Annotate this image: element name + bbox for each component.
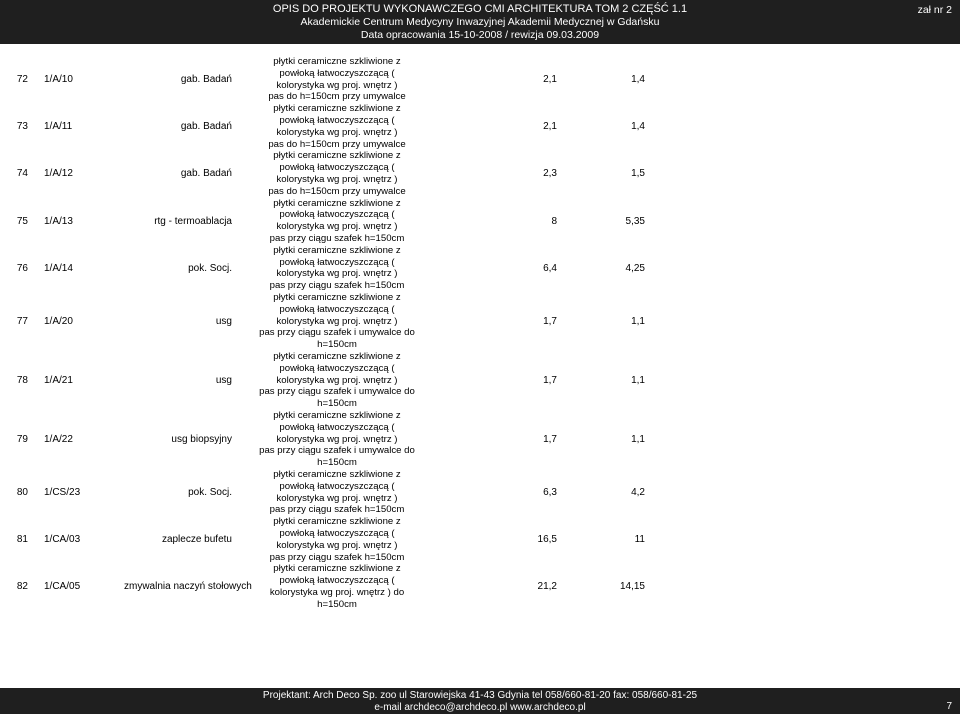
area-value-a: 16,5 [537, 534, 557, 546]
row-number: 72 [16, 74, 28, 86]
row-number: 79 [16, 433, 28, 445]
row-number: 80 [16, 487, 28, 499]
area-value-b: 4,25 [625, 262, 645, 274]
area-value-a: 8 [551, 215, 557, 227]
finish-line: powłoką łatwoczyszczącą ( [279, 67, 395, 79]
finish-line: powłoką łatwoczyszczącą ( [279, 114, 395, 126]
empty-cell [655, 410, 960, 469]
room-code: 1/A/11 [44, 121, 73, 133]
finish-line: płytki ceramiczne szkliwione z [273, 350, 401, 362]
area-value-b: 1,1 [631, 374, 645, 386]
finish-line: płytki ceramiczne szkliwione z [273, 150, 401, 162]
finish-line: płytki ceramiczne szkliwione z [273, 197, 401, 209]
finish-line: pas do h=150cm przy umywalce [268, 91, 406, 103]
finish-line: powłoką łatwoczyszczącą ( [279, 480, 395, 492]
room-code: 1/A/22 [44, 433, 73, 445]
area-value-a: 1,7 [543, 374, 557, 386]
area-value-b: 4,2 [631, 487, 645, 499]
header-date: Data opracowania 15-10-2008 / rewizja 09.03.2009 [360, 29, 600, 41]
attachment-label: zał nr 2 [917, 4, 952, 16]
finish-line: kolorystyka wg proj. wnętrz ) [276, 315, 398, 327]
finish-line: pas przy ciągu szafek i umywalce do [259, 386, 415, 398]
row-number: 76 [16, 262, 28, 274]
finish-line: powłoką łatwoczyszczącą ( [279, 362, 395, 374]
room-code: 1/A/20 [44, 315, 73, 327]
finish-line: h=150cm [317, 398, 357, 410]
finish-line: pas przy ciągu szafek h=150cm [269, 280, 405, 292]
row-number: 78 [16, 374, 28, 386]
finish-line: kolorystyka wg proj. wnętrz ) [276, 173, 398, 185]
wall-finish-description [237, 563, 437, 610]
finish-line: płytki ceramiczne szkliwione z [273, 291, 401, 303]
finish-line: płytki ceramiczne szkliwione z [273, 468, 401, 480]
area-value-b: 1,1 [631, 315, 645, 327]
wall-finish-description [237, 469, 437, 516]
table-row [0, 469, 960, 516]
finish-line: kolorystyka wg proj. wnętrz ) [276, 79, 398, 91]
finish-line: h=150cm [317, 339, 357, 351]
finish-line: kolorystyka wg proj. wnętrz ) [276, 433, 398, 445]
finish-line: płytki ceramiczne szkliwione z [273, 409, 401, 421]
area-value-a: 21,2 [537, 581, 557, 593]
row-number: 73 [16, 121, 28, 133]
room-name: rtg - termoablacja [154, 215, 232, 227]
finish-line: pas do h=150cm przy umywalce [268, 138, 406, 150]
empty-cell [655, 469, 960, 516]
area-value-a: 1,7 [543, 433, 557, 445]
table-row [0, 292, 960, 351]
room-name: usg [215, 374, 232, 386]
finish-line: płytki ceramiczne szkliwione z [273, 516, 401, 528]
room-code: 1/CA/03 [44, 534, 81, 546]
row-number: 77 [16, 315, 28, 327]
wall-finish-description [237, 198, 437, 245]
finish-line: powłoką łatwoczyszczącą ( [279, 209, 395, 221]
area-value-b: 11 [634, 534, 645, 546]
table-row [0, 563, 960, 610]
table-row [0, 198, 960, 245]
finishes-table [0, 56, 960, 611]
room-name: usg [215, 315, 232, 327]
finish-line: płytki ceramiczne szkliwione z [273, 563, 401, 575]
empty-cell [655, 56, 960, 103]
finish-line: kolorystyka wg proj. wnętrz ) [276, 539, 398, 551]
finish-line: pas przy ciągu szafek h=150cm [269, 232, 405, 244]
table-row [0, 56, 960, 103]
area-value-b: 1,4 [631, 74, 645, 86]
finish-line: powłoką łatwoczyszczącą ( [279, 162, 395, 174]
header-institution: Akademickie Centrum Medycyny Inwazyjnej Akademii Medycznej w Gdańsku [300, 16, 660, 28]
page-number: 7 [946, 701, 952, 712]
area-value-b: 14,15 [619, 581, 645, 593]
area-value-a: 2,3 [543, 168, 557, 180]
finish-line: płytki ceramiczne szkliwione z [273, 244, 401, 256]
header-title-block [0, 3, 960, 42]
finishes-table-body [0, 56, 960, 611]
finish-line: powłoką łatwoczyszczącą ( [279, 575, 395, 587]
room-name: usg biopsyjny [171, 433, 232, 445]
area-value-a: 6,3 [543, 487, 557, 499]
room-name: zaplecze bufetu [161, 534, 232, 546]
room-name: zmywalnia naczyń stołowych [124, 581, 252, 593]
table-row [0, 245, 960, 292]
wall-finish-description [237, 516, 437, 563]
header-title: OPIS DO PROJEKTU WYKONAWCZEGO CMI ARCHITEKTURA TOM 2 CZĘŚĆ 1.1 [272, 3, 688, 15]
empty-cell [655, 198, 960, 245]
room-code: 1/CS/23 [44, 487, 81, 499]
row-number: 82 [16, 581, 28, 593]
empty-cell [655, 150, 960, 197]
finish-line: kolorystyka wg proj. wnętrz ) [276, 374, 398, 386]
wall-finish-description [237, 292, 437, 351]
table-row [0, 410, 960, 469]
empty-cell [655, 351, 960, 410]
wall-finish-description [237, 410, 437, 469]
table-row [0, 103, 960, 150]
room-name: pok. Socj. [188, 487, 232, 499]
area-value-a: 2,1 [543, 121, 557, 133]
wall-finish-description [237, 351, 437, 410]
table-row [0, 351, 960, 410]
room-code: 1/CA/05 [44, 581, 81, 593]
area-value-b: 1,4 [631, 121, 645, 133]
wall-finish-description [237, 245, 437, 292]
finish-line: powłoką łatwoczyszczącą ( [279, 256, 395, 268]
row-number: 81 [16, 534, 28, 546]
room-name: gab. Badań [180, 168, 232, 180]
finish-line: pas do h=150cm przy umywalce [268, 185, 406, 197]
finish-line: powłoką łatwoczyszczącą ( [279, 303, 395, 315]
finish-line: płytki ceramiczne szkliwione z [273, 56, 401, 67]
area-value-a: 1,7 [543, 315, 557, 327]
finish-line: h=150cm [317, 457, 357, 469]
room-code: 1/A/14 [44, 262, 73, 274]
row-number: 75 [16, 215, 28, 227]
empty-cell [655, 292, 960, 351]
room-code: 1/A/21 [44, 374, 73, 386]
area-value-a: 2,1 [543, 74, 557, 86]
finish-line: kolorystyka wg proj. wnętrz ) [276, 492, 398, 504]
area-value-b: 1,5 [631, 168, 645, 180]
finish-line: powłoką łatwoczyszczącą ( [279, 527, 395, 539]
finish-line: kolorystyka wg proj. wnętrz ) [276, 221, 398, 233]
wall-finish-description [237, 103, 437, 150]
row-number: 74 [16, 168, 28, 180]
wall-finish-description [237, 150, 437, 197]
room-code: 1/A/13 [44, 215, 73, 227]
area-value-b: 5,35 [625, 215, 645, 227]
room-code: 1/A/12 [44, 168, 73, 180]
finish-line: płytki ceramiczne szkliwione z [273, 103, 401, 115]
finish-line: kolorystyka wg proj. wnętrz ) [276, 126, 398, 138]
finish-line: kolorystyka wg proj. wnętrz ) [276, 268, 398, 280]
finish-line: h=150cm [317, 598, 357, 610]
document-footer [0, 688, 960, 714]
document-header [0, 0, 960, 44]
finish-line: kolorystyka wg proj. wnętrz ) do [269, 586, 405, 598]
room-name: gab. Badań [180, 74, 232, 86]
finish-line: pas przy ciągu szafek h=150cm [269, 504, 405, 516]
finish-line: pas przy ciągu szafek i umywalce do [259, 445, 415, 457]
footer-email: e-mail archdeco@archdeco.pl www.archdeco.pl [374, 702, 586, 713]
finish-line: pas przy ciągu szafek i umywalce do [259, 327, 415, 339]
room-name: pok. Socj. [188, 262, 232, 274]
footer-contact [200, 690, 760, 714]
table-row [0, 516, 960, 563]
finish-line: pas przy ciągu szafek h=150cm [269, 551, 405, 563]
empty-cell [655, 516, 960, 563]
empty-cell [655, 103, 960, 150]
room-code: 1/A/10 [44, 74, 73, 86]
area-value-a: 6,4 [543, 262, 557, 274]
area-value-b: 1,1 [631, 433, 645, 445]
empty-cell [655, 245, 960, 292]
wall-finish-description [237, 56, 437, 103]
room-name: gab. Badań [180, 121, 232, 133]
finish-line: powłoką łatwoczyszczącą ( [279, 421, 395, 433]
empty-cell [655, 563, 960, 610]
table-row [0, 150, 960, 197]
footer-designer: Projektant: Arch Deco Sp. zoo ul Starowiejska 41-43 Gdynia tel 058/660-81-20 fax: 058/660-81-25 [262, 690, 698, 701]
